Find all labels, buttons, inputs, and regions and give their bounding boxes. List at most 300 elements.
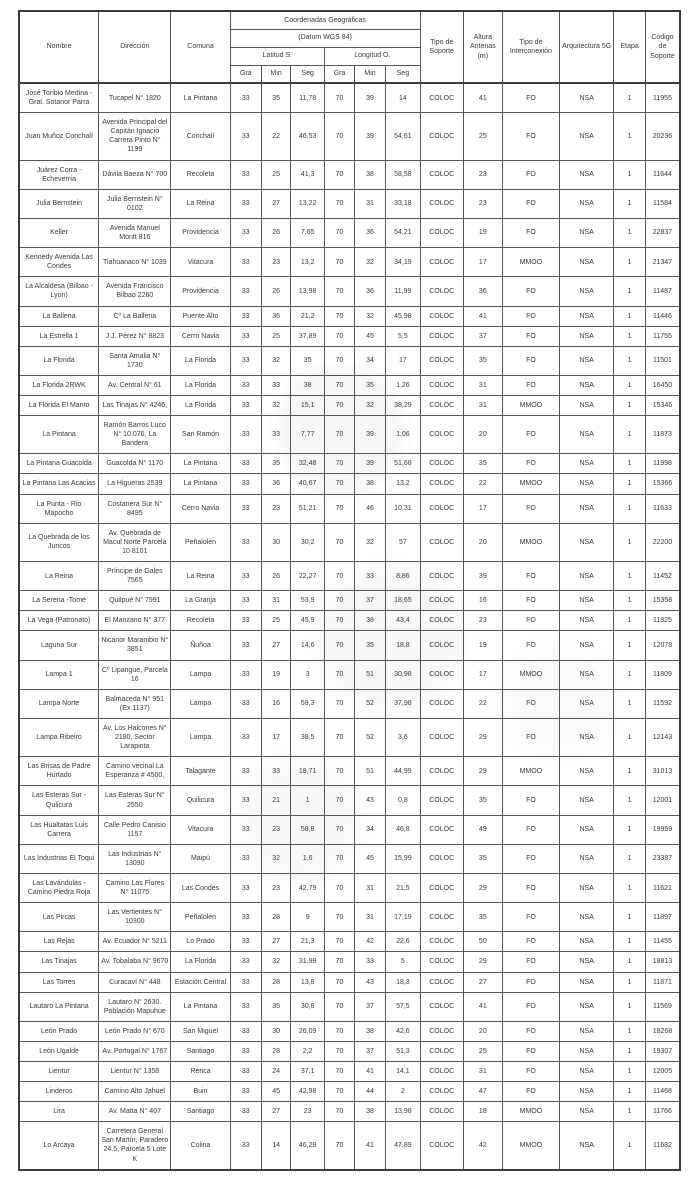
cell-comuna: La Pintana (171, 474, 230, 494)
table-row (19, 786, 680, 815)
cell-nombre: Juárez Corra - Echeverría (19, 160, 99, 189)
cell-interconexion: MMOO (502, 1122, 559, 1170)
cell-codigo-soporte: 11998 (645, 454, 680, 474)
table-row (19, 83, 680, 113)
cell-interconexion: FO (502, 786, 559, 815)
cell-codigo-soporte: 11452 (645, 562, 680, 591)
cell-comuna: La Granja (171, 591, 230, 611)
cell-lat-min: 28 (262, 972, 291, 992)
cell-direccion: León Prado N° 670 (99, 1021, 171, 1041)
cell-codigo-soporte: 11825 (645, 611, 680, 631)
cell-lat-gra: 33 (230, 160, 262, 189)
cell-tipo-soporte: COLOC (420, 815, 463, 844)
cell-arquitectura-5g: NSA (559, 757, 613, 786)
cell-lon-gra: 70 (325, 844, 355, 873)
cell-etapa: 1 (614, 1021, 646, 1041)
cell-lon-gra: 70 (325, 873, 355, 902)
cell-codigo-soporte: 11644 (645, 160, 680, 189)
cell-tipo-soporte: COLOC (420, 277, 463, 306)
cell-interconexion: FO (502, 346, 559, 375)
cell-nombre: La Estrella 1 (19, 326, 99, 346)
cell-lon-min: 43 (354, 786, 385, 815)
cell-etapa: 1 (614, 346, 646, 375)
cell-tipo-soporte: COLOC (420, 160, 463, 189)
cell-tipo-soporte: COLOC (420, 326, 463, 346)
cell-codigo-soporte: 18813 (645, 952, 680, 972)
cell-lat-gra: 33 (230, 248, 262, 277)
cell-lat-seg: 13,2 (291, 248, 325, 277)
cell-codigo-soporte: 22200 (645, 523, 680, 561)
cell-arquitectura-5g: NSA (559, 189, 613, 218)
cell-lat-min: 26 (262, 277, 291, 306)
cell-direccion: Las Esteras Sur N° 2550 (99, 786, 171, 815)
cell-arquitectura-5g: NSA (559, 416, 613, 454)
cell-tipo-soporte: COLOC (420, 757, 463, 786)
cell-nombre: Lampa 1 (19, 660, 99, 689)
cell-interconexion: FO (502, 1082, 559, 1102)
col-header-tipo-soporte: Tipo de Soporte (420, 11, 463, 83)
cell-etapa: 1 (614, 113, 646, 160)
cell-lon-seg: 17 (386, 346, 421, 375)
cell-interconexion: MMOO (502, 1102, 559, 1122)
cell-nombre: Las Rejas (19, 932, 99, 952)
cell-lon-seg: 5 (386, 952, 421, 972)
cell-lon-min: 52 (354, 689, 385, 718)
cell-altura-antenas: 47 (463, 1082, 502, 1102)
cell-nombre: Las Esteras Sur - Qulicura (19, 786, 99, 815)
table-row (19, 952, 680, 972)
cell-comuna: Lampa (171, 718, 230, 756)
cell-comuna: Providencia (171, 277, 230, 306)
cell-direccion: Tiahuanaco N° 1039 (99, 248, 171, 277)
col-header-direccion: Dirección (99, 11, 171, 83)
cell-lat-gra: 33 (230, 189, 262, 218)
cell-lon-min: 39 (354, 83, 385, 113)
cell-lat-gra: 33 (230, 591, 262, 611)
cell-interconexion: MMOO (502, 474, 559, 494)
cell-lon-min: 38 (354, 1102, 385, 1122)
cell-lon-gra: 70 (325, 952, 355, 972)
cell-lat-gra: 33 (230, 113, 262, 160)
cell-nombre: La Florida (19, 346, 99, 375)
cell-lat-min: 36 (262, 474, 291, 494)
cell-lat-min: 22 (262, 113, 291, 160)
cell-lon-min: 34 (354, 346, 385, 375)
cell-tipo-soporte: COLOC (420, 306, 463, 326)
cell-direccion: Las Tinajas N° 4246, (99, 395, 171, 415)
cell-lon-gra: 70 (325, 1041, 355, 1061)
cell-lon-seg: 37,98 (386, 689, 421, 718)
cell-arquitectura-5g: NSA (559, 160, 613, 189)
cell-interconexion: FO (502, 903, 559, 932)
cell-altura-antenas: 27 (463, 972, 502, 992)
table-body (19, 83, 680, 1170)
cell-tipo-soporte: COLOC (420, 932, 463, 952)
cell-lat-min: 30 (262, 523, 291, 561)
cell-altura-antenas: 23 (463, 189, 502, 218)
cell-lon-seg: 10,31 (386, 494, 421, 523)
cell-comuna: Cerro Navia (171, 494, 230, 523)
cell-nombre: La Ballena (19, 306, 99, 326)
cell-lon-gra: 70 (325, 1102, 355, 1122)
cell-codigo-soporte: 11633 (645, 494, 680, 523)
cell-altura-antenas: 23 (463, 611, 502, 631)
cell-etapa: 1 (614, 815, 646, 844)
cell-lon-gra: 70 (325, 375, 355, 395)
cell-lon-min: 37 (354, 992, 385, 1021)
cell-lon-seg: 5,5 (386, 326, 421, 346)
cell-altura-antenas: 35 (463, 844, 502, 873)
cell-tipo-soporte: COLOC (420, 248, 463, 277)
cell-lon-gra: 70 (325, 992, 355, 1021)
cell-lon-min: 35 (354, 631, 385, 660)
cell-lat-gra: 33 (230, 474, 262, 494)
cell-interconexion: MMOO (502, 248, 559, 277)
cell-altura-antenas: 31 (463, 375, 502, 395)
cell-tipo-soporte: COLOC (420, 952, 463, 972)
cell-etapa: 1 (614, 873, 646, 902)
cell-lon-gra: 70 (325, 718, 355, 756)
cell-lat-seg: 21,2 (291, 306, 325, 326)
cell-lat-seg: 37,1 (291, 1062, 325, 1082)
cell-lat-seg: 31,99 (291, 952, 325, 972)
cell-tipo-soporte: COLOC (420, 416, 463, 454)
table-row (19, 873, 680, 902)
cell-lat-gra: 33 (230, 757, 262, 786)
cell-etapa: 1 (614, 972, 646, 992)
cell-codigo-soporte: 19307 (645, 1041, 680, 1061)
cell-codigo-soporte: 11501 (645, 346, 680, 375)
cell-lat-gra: 33 (230, 395, 262, 415)
cell-etapa: 1 (614, 932, 646, 952)
cell-lon-min: 32 (354, 306, 385, 326)
table-row (19, 815, 680, 844)
cell-codigo-soporte: 15358 (645, 591, 680, 611)
cell-tipo-soporte: COLOC (420, 718, 463, 756)
cell-altura-antenas: 22 (463, 474, 502, 494)
cell-tipo-soporte: COLOC (420, 474, 463, 494)
cell-codigo-soporte: 11569 (645, 992, 680, 1021)
cell-lat-gra: 33 (230, 306, 262, 326)
cell-tipo-soporte: COLOC (420, 591, 463, 611)
table-row (19, 844, 680, 873)
cell-lon-min: 33 (354, 562, 385, 591)
cell-lat-gra: 33 (230, 83, 262, 113)
cell-comuna: Vitacura (171, 815, 230, 844)
cell-direccion: Santa Amalia N° 1730 (99, 346, 171, 375)
cell-comuna: Colina (171, 1122, 230, 1170)
col-header-lon-seg: Seg (386, 65, 421, 83)
cell-etapa: 1 (614, 591, 646, 611)
cell-lon-min: 39 (354, 113, 385, 160)
cell-lon-gra: 70 (325, 326, 355, 346)
cell-codigo-soporte: 12143 (645, 718, 680, 756)
table-row (19, 932, 680, 952)
cell-lat-min: 28 (262, 903, 291, 932)
cell-altura-antenas: 42 (463, 1122, 502, 1170)
cell-lon-seg: 43,4 (386, 611, 421, 631)
cell-direccion: Quilpué N° 7991 (99, 591, 171, 611)
cell-codigo-soporte: 12078 (645, 631, 680, 660)
cell-tipo-soporte: COLOC (420, 375, 463, 395)
table-row (19, 1021, 680, 1041)
cell-lon-min: 32 (354, 523, 385, 561)
cell-etapa: 1 (614, 786, 646, 815)
cell-nombre: Lo Arcaya (19, 1122, 99, 1170)
cell-lat-seg: 59,3 (291, 689, 325, 718)
cell-arquitectura-5g: NSA (559, 523, 613, 561)
cell-codigo-soporte: 21347 (645, 248, 680, 277)
col-header-latitud: Latitud S. (230, 47, 325, 65)
cell-lon-min: 45 (354, 326, 385, 346)
cell-etapa: 1 (614, 611, 646, 631)
cell-lat-min: 35 (262, 454, 291, 474)
cell-lon-seg: 42,6 (386, 1021, 421, 1041)
cell-lon-seg: 54,21 (386, 218, 421, 247)
col-header-coordenadas: Coordenadas Geográficas (230, 11, 420, 29)
cell-lat-gra: 33 (230, 844, 262, 873)
cell-lat-min: 33 (262, 757, 291, 786)
cell-arquitectura-5g: NSA (559, 1021, 613, 1041)
table-row (19, 631, 680, 660)
cell-lat-min: 23 (262, 494, 291, 523)
cell-lon-seg: 18,8 (386, 631, 421, 660)
table-row (19, 326, 680, 346)
cell-lon-gra: 70 (325, 631, 355, 660)
cell-codigo-soporte: 15346 (645, 395, 680, 415)
cell-direccion: Camino Alto Jahuel (99, 1082, 171, 1102)
cell-lat-gra: 33 (230, 523, 262, 561)
cell-nombre: La Pintana Las Acacias (19, 474, 99, 494)
cell-lat-seg: 45,9 (291, 611, 325, 631)
cell-arquitectura-5g: NSA (559, 395, 613, 415)
cell-etapa: 1 (614, 416, 646, 454)
cell-lon-seg: 44,99 (386, 757, 421, 786)
cell-lat-gra: 33 (230, 346, 262, 375)
cell-lat-min: 27 (262, 189, 291, 218)
cell-etapa: 1 (614, 1062, 646, 1082)
cell-lat-min: 25 (262, 160, 291, 189)
cell-lat-gra: 33 (230, 660, 262, 689)
cell-lat-min: 16 (262, 689, 291, 718)
cell-altura-antenas: 37 (463, 326, 502, 346)
cell-etapa: 1 (614, 277, 646, 306)
cell-tipo-soporte: COLOC (420, 562, 463, 591)
cell-lat-seg: 46,53 (291, 113, 325, 160)
cell-lat-seg: 1,6 (291, 844, 325, 873)
cell-nombre: La Pintana (19, 416, 99, 454)
cell-lat-min: 32 (262, 346, 291, 375)
cell-interconexion: FO (502, 611, 559, 631)
cell-tipo-soporte: COLOC (420, 218, 463, 247)
cell-lon-min: 32 (354, 395, 385, 415)
col-header-etapa: Etapa (614, 11, 646, 83)
cell-etapa: 1 (614, 494, 646, 523)
cell-direccion: Calle Pedro Canisio 1157 (99, 815, 171, 844)
cell-lat-min: 30 (262, 1021, 291, 1041)
cell-lat-seg: 3 (291, 660, 325, 689)
cell-lon-seg: 17,19 (386, 903, 421, 932)
col-header-altura-antenas: Altura Antenas (m) (463, 11, 502, 83)
cell-lat-seg: 23 (291, 1102, 325, 1122)
cell-lat-seg: 15,1 (291, 395, 325, 415)
cell-lat-gra: 33 (230, 786, 262, 815)
cell-tipo-soporte: COLOC (420, 395, 463, 415)
cell-lat-min: 27 (262, 1102, 291, 1122)
cell-codigo-soporte: 31013 (645, 757, 680, 786)
cell-codigo-soporte: 16450 (645, 375, 680, 395)
cell-lat-seg: 13,22 (291, 189, 325, 218)
cell-lat-seg: 30,8 (291, 992, 325, 1021)
cell-direccion: Av. Central N° 61 (99, 375, 171, 395)
cell-codigo-soporte: 11873 (645, 416, 680, 454)
cell-nombre: Lira (19, 1102, 99, 1122)
cell-nombre: Lautaro La Pintana (19, 992, 99, 1021)
cell-interconexion: FO (502, 113, 559, 160)
cell-lon-seg: 1,26 (386, 375, 421, 395)
cell-altura-antenas: 16 (463, 591, 502, 611)
cell-interconexion: MMOO (502, 660, 559, 689)
cell-lat-gra: 33 (230, 1102, 262, 1122)
cell-direccion: Cº Lipangue, Parcela 16 (99, 660, 171, 689)
table-row (19, 248, 680, 277)
cell-lat-min: 35 (262, 992, 291, 1021)
cell-direccion: Guacolda N° 1170 (99, 454, 171, 474)
cell-lon-seg: 45,98 (386, 306, 421, 326)
cell-arquitectura-5g: NSA (559, 562, 613, 591)
cell-lon-min: 35 (354, 375, 385, 395)
cell-interconexion: FO (502, 932, 559, 952)
cell-lat-min: 26 (262, 218, 291, 247)
cell-lon-seg: 33,18 (386, 189, 421, 218)
cell-comuna: La Pintana (171, 83, 230, 113)
table-row (19, 494, 680, 523)
cell-lat-min: 45 (262, 1082, 291, 1102)
cell-etapa: 1 (614, 474, 646, 494)
cell-interconexion: FO (502, 873, 559, 902)
cell-lat-min: 25 (262, 611, 291, 631)
cell-lon-seg: 14,1 (386, 1062, 421, 1082)
cell-lat-min: 36 (262, 306, 291, 326)
cell-tipo-soporte: COLOC (420, 454, 463, 474)
cell-lat-gra: 33 (230, 1021, 262, 1041)
cell-tipo-soporte: COLOC (420, 660, 463, 689)
cell-lon-min: 37 (354, 1041, 385, 1061)
cell-lat-min: 25 (262, 326, 291, 346)
cell-lat-gra: 33 (230, 277, 262, 306)
cell-interconexion: FO (502, 494, 559, 523)
cell-lat-seg: 14,6 (291, 631, 325, 660)
cell-lon-gra: 70 (325, 306, 355, 326)
cell-lon-min: 36 (354, 218, 385, 247)
cell-comuna: La Reina (171, 562, 230, 591)
cell-lon-gra: 70 (325, 346, 355, 375)
cell-tipo-soporte: COLOC (420, 631, 463, 660)
cell-direccion: Av. Quebrada de Macul Norte Parcela 10 8101 (99, 523, 171, 561)
cell-codigo-soporte: 11766 (645, 1102, 680, 1122)
cell-lon-gra: 70 (325, 591, 355, 611)
cell-tipo-soporte: COLOC (420, 1021, 463, 1041)
cell-tipo-soporte: COLOC (420, 1122, 463, 1170)
cell-lat-min: 27 (262, 631, 291, 660)
cell-nombre: Las Tinajas (19, 952, 99, 972)
cell-lon-min: 51 (354, 757, 385, 786)
cell-nombre: La Florida El Manto (19, 395, 99, 415)
cell-altura-antenas: 23 (463, 160, 502, 189)
cell-nombre: Lampa Ribeiro (19, 718, 99, 756)
cell-lon-gra: 70 (325, 218, 355, 247)
cell-arquitectura-5g: NSA (559, 113, 613, 160)
cell-tipo-soporte: COLOC (420, 611, 463, 631)
table-row (19, 757, 680, 786)
cell-altura-antenas: 18 (463, 1102, 502, 1122)
cell-interconexion: FO (502, 1041, 559, 1061)
cell-arquitectura-5g: NSA (559, 306, 613, 326)
col-header-lat-min: Min (262, 65, 291, 83)
cell-nombre: Linderos (19, 1082, 99, 1102)
cell-interconexion: FO (502, 306, 559, 326)
cell-lon-gra: 70 (325, 416, 355, 454)
cell-nombre: Las Brisas de Padre Hurtado (19, 757, 99, 786)
cell-lon-seg: 13,2 (386, 474, 421, 494)
cell-lat-min: 23 (262, 248, 291, 277)
cell-lat-min: 24 (262, 1062, 291, 1082)
cell-lon-gra: 70 (325, 248, 355, 277)
cell-lon-gra: 70 (325, 454, 355, 474)
cell-altura-antenas: 19 (463, 631, 502, 660)
cell-lon-gra: 70 (325, 474, 355, 494)
cell-lon-gra: 70 (325, 523, 355, 561)
cell-direccion: Camino Las Flores N° 11075 (99, 873, 171, 902)
cell-interconexion: FO (502, 844, 559, 873)
table-row (19, 218, 680, 247)
cell-arquitectura-5g: NSA (559, 718, 613, 756)
table-row (19, 972, 680, 992)
cell-direccion: Las Vertientes N° 10300 (99, 903, 171, 932)
cell-direccion: Ramón Barros Luco N° 10.076, La Bandera (99, 416, 171, 454)
col-header-arquitectura-5g: Arquitectura 5G (559, 11, 613, 83)
cell-lat-gra: 33 (230, 326, 262, 346)
cell-direccion: Curacaví N° 448 (99, 972, 171, 992)
cell-lat-min: 35 (262, 83, 291, 113)
cell-lat-min: 23 (262, 815, 291, 844)
cell-lon-seg: 14 (386, 83, 421, 113)
cell-lon-min: 31 (354, 873, 385, 902)
cell-lon-gra: 70 (325, 972, 355, 992)
cell-comuna: Ñuñoa (171, 631, 230, 660)
cell-nombre: La Reina (19, 562, 99, 591)
cell-nombre: La Punta - Rio Mapocho (19, 494, 99, 523)
cell-lat-seg: 32,48 (291, 454, 325, 474)
table-row (19, 611, 680, 631)
cell-lon-seg: 58,58 (386, 160, 421, 189)
cell-tipo-soporte: COLOC (420, 992, 463, 1021)
cell-etapa: 1 (614, 306, 646, 326)
cell-etapa: 1 (614, 952, 646, 972)
cell-codigo-soporte: 11455 (645, 932, 680, 952)
cell-lon-seg: 18,3 (386, 972, 421, 992)
table-row (19, 591, 680, 611)
cell-tipo-soporte: COLOC (420, 844, 463, 873)
cell-lon-gra: 70 (325, 277, 355, 306)
cell-nombre: La Quebrada de los Juncos (19, 523, 99, 561)
cell-lon-seg: 30,98 (386, 660, 421, 689)
cell-altura-antenas: 35 (463, 346, 502, 375)
cell-lat-gra: 33 (230, 494, 262, 523)
cell-altura-antenas: 17 (463, 494, 502, 523)
cell-altura-antenas: 20 (463, 523, 502, 561)
table-row (19, 992, 680, 1021)
